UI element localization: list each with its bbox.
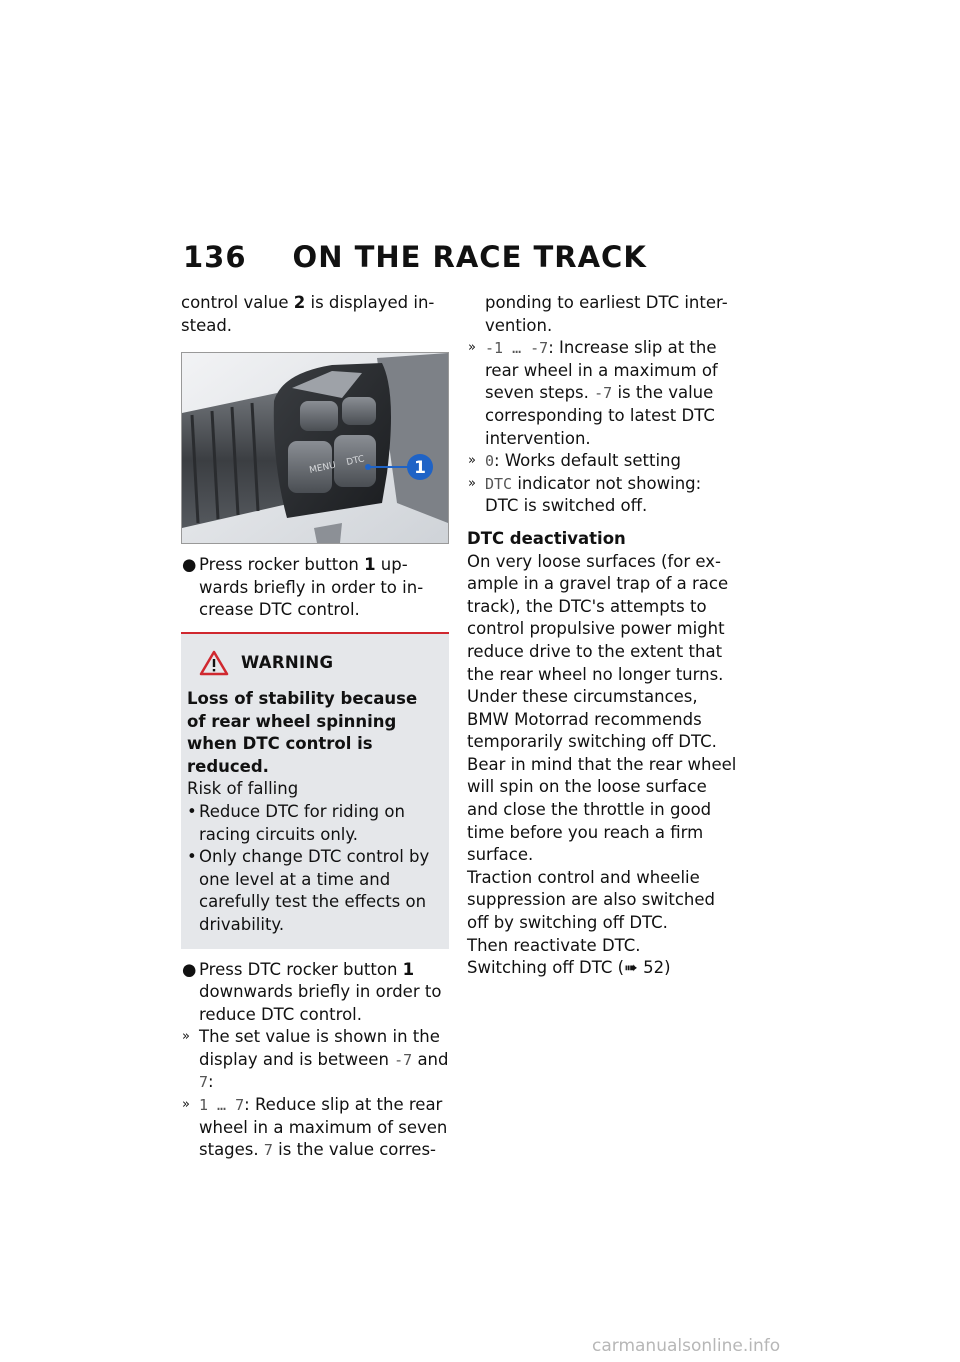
intro-text: control value 2 is displayed in-stead. [181,293,435,335]
result-arrow-icon: » [468,453,476,469]
result-default: » 0: Works default setting [467,450,739,473]
dtc-button-label: DTC [345,454,366,469]
cross-reference-link[interactable]: Switching off DTC (➠ 52) [467,958,671,978]
handlebar-switch-photo [181,352,449,544]
bullet-dot-icon: ● [182,959,197,979]
warning-triangle-icon [199,650,229,676]
warning-subtitle: Loss of stability because of rear wheel spinning when DTC control is reduced. [187,688,418,776]
callout-number: 1 [414,458,426,479]
result-arrow-icon: » [468,475,476,491]
result-arrow-icon: » [182,1029,190,1045]
right-column [467,292,739,980]
result-off: » DTC indicator not showing: DTC is switched off. [468,473,702,516]
result-display-range: » The set value is shown in the display and is between -7 and 7: [182,1027,449,1092]
warning-box [181,632,449,949]
warning-title: WARNING [241,652,334,672]
section-title: DTC deactivation [467,528,626,548]
result-arrow-icon: » [182,1097,190,1113]
menu-button-label: MENU [308,460,337,477]
left-column [181,292,449,1162]
warning-item: • Only change DTC control by one level at a time and carefully test the effects on drivability. [187,847,430,934]
step-decrease: ● Press DTC rocker button 1 downwards briefly in order to reduce DTC control. [182,959,442,1024]
section-body-2: Traction control and wheelie suppression are also switched off by switching off DTC. [467,867,716,933]
result-arrow-icon: » [468,340,476,356]
switch-illustration [182,353,448,543]
continued-text: ponding to earliest DTC inter-vention. [485,293,728,335]
bullet-dot-icon: ● [182,555,197,575]
warning-risk: Risk of falling [187,779,299,799]
result-reduce-slip: » 1 … 7: Reduce slip at the rear wheel in a maximum of seven stages. 7 is the value corres- [182,1095,448,1160]
watermark: carmanualsonline.info [592,1336,781,1356]
section-body: On very loose surfaces (for ex-ample in a gravel trap of a race track), the DTC's attempts to control propulsive power might reduce drive to the extent that the rear wheel no longer turns. Under these circumstances, BMW Motorrad recommends temporarily switching off DTC. Bear in mind that the rear wheel will spin on the loose surface and close the throttle in good time before you reach a firm surface. [467,551,737,865]
step-increase: ● Press rocker button 1 up-wards briefly in order to in-crease DTC control. [182,555,424,620]
warning-item: • Reduce DTC for riding on racing circuits only. [187,801,405,844]
page-header [183,240,647,274]
result-increase-slip: » -1 … -7: Increase slip at the rear wheel in a maximum of seven steps. -7 is the value corresponding to latest DTC intervention. [468,338,718,448]
page-reference-arrow-icon: ➠ [624,958,644,978]
page-number: 136 [183,240,247,274]
section-body-3: Then reactivate DTC. [467,935,641,955]
page-title: ON THE RACE TRACK [292,240,647,274]
